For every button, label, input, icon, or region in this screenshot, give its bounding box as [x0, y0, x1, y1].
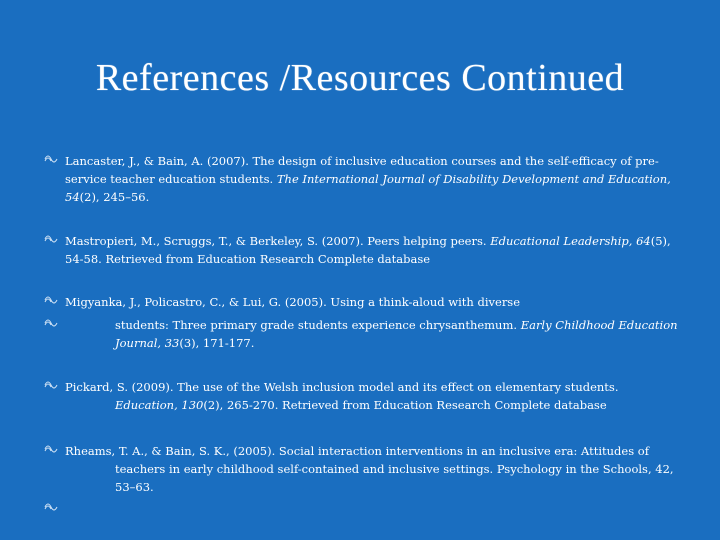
reference-text: students: Three primary grade students experience chrysanthemum. Early Childhood Education Journal, 33(3), 171-177.: [115, 318, 678, 350]
bullet-icon: [44, 317, 58, 329]
slide-title: References /Resources Continued: [95, 57, 625, 99]
reference-text: Lancaster, J., & Bain, A. (2007). The design of inclusive education courses and the self-efficacy of pre-service teacher education students. The International Journal of Disability Development and Education, 54(2), 245–56.: [65, 154, 671, 204]
bullet-icon: [44, 294, 58, 306]
bullet-icon: [44, 379, 58, 391]
reference-text: Pickard, S. (2009). The use of the Welsh inclusion model and its effect on elementary students. Education, 130(2), 265-270. Retrieved from Education Research Complete database: [65, 380, 619, 412]
reference-text: Rheams, T. A., & Bain, S. K., (2005). Social interaction interventions in an inclusive era: Attitudes of teachers in early childhood self-contained and inclusive settings. Psychology in the Schools, 42, 53–63.: [65, 444, 674, 494]
reference-text: Mastropieri, M., Scruggs, T., & Berkeley, S. (2007). Peers helping peers. Educational Leadership, 64(5), 54-58. Retrieved from Education Research Complete database: [65, 234, 671, 266]
bullet-icon: [44, 153, 58, 165]
bullet-icon: [44, 233, 58, 245]
reference-text: Migyanka, J., Policastro, C., & Lui, G. (2005). Using a think-aloud with diverse: [65, 295, 521, 309]
bullet-icon: [44, 443, 58, 455]
bullet-icon: [44, 501, 58, 513]
